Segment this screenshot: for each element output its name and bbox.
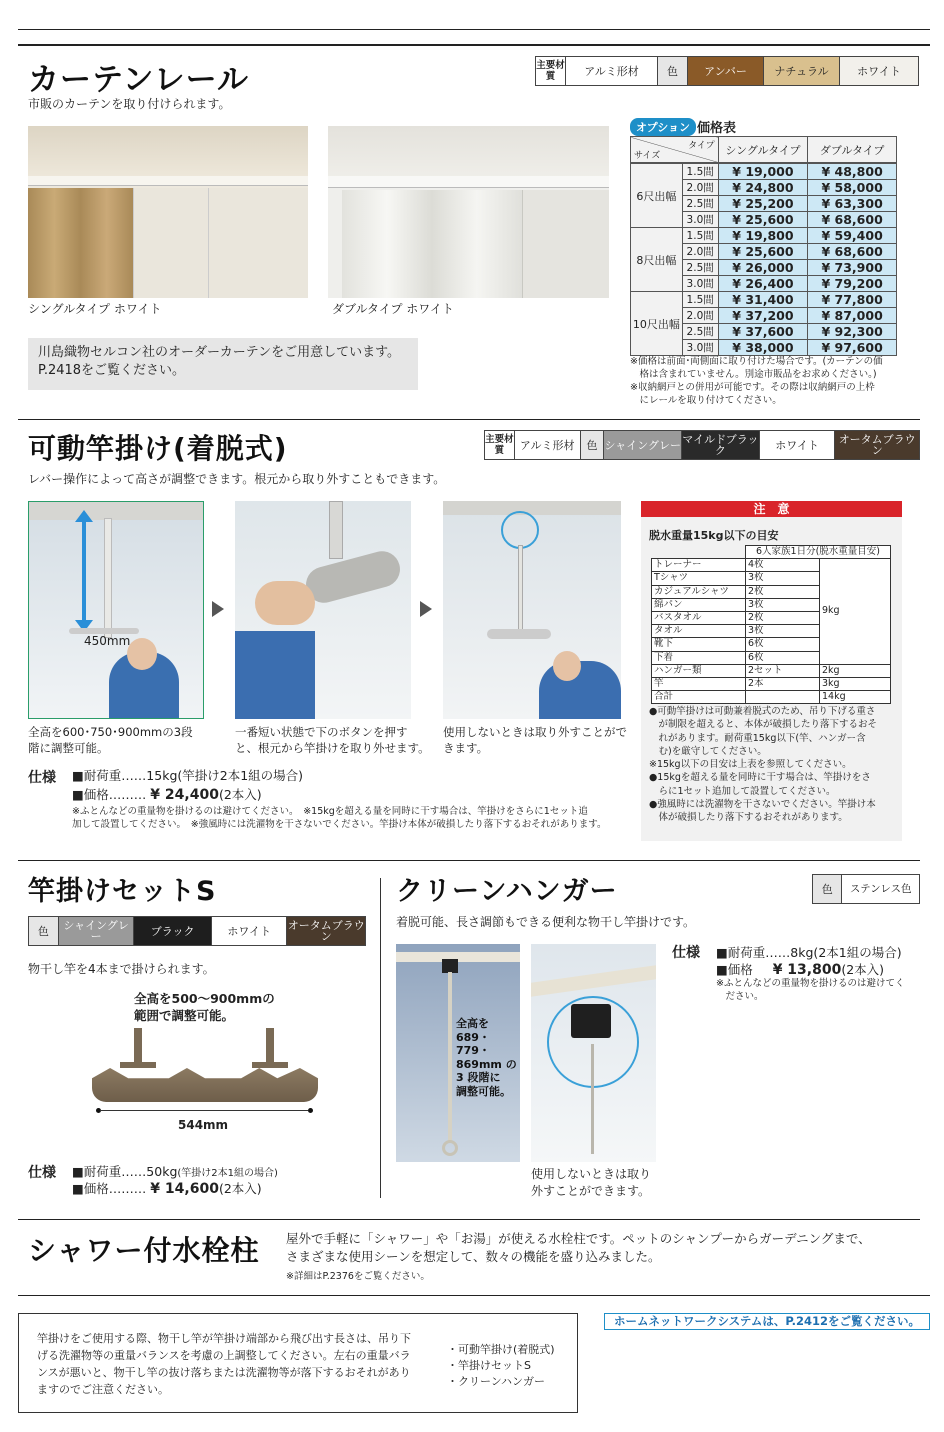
caution-header: 注 意: [641, 501, 902, 517]
desc-line: 屋外で手軽に「シャワー」や「お湯」が使える水栓柱です。ペットのシャンプーからガーデニングまで、: [286, 1231, 871, 1246]
hanger-spec-label: 仕様: [672, 945, 700, 961]
caution-row: [652, 664, 891, 677]
caution-table: [651, 545, 891, 704]
note-line: 格は含まれていません。別途市販品をお求めください。): [630, 369, 877, 380]
color-label: 色: [581, 431, 605, 459]
item-qty: 4枚: [746, 559, 820, 572]
single-price: ¥ 19,800: [718, 228, 808, 244]
item-name: 竿: [652, 677, 746, 690]
double-price: ¥ 58,000: [808, 180, 897, 196]
section-rule: [18, 419, 920, 420]
footer-box: [18, 1313, 578, 1413]
shower-title: シャワー付水栓柱: [28, 1234, 260, 1267]
footer-item: ・可動竿掛け(着脱式): [447, 1343, 555, 1356]
span-cell: 3.0間: [682, 276, 718, 292]
overlay-line: 779・: [456, 1044, 490, 1057]
single-price: ¥ 24,800: [718, 180, 808, 196]
color-white: ホワイト: [840, 57, 918, 85]
caption-line: きます。: [443, 741, 489, 755]
pole-caption-2: [235, 724, 430, 756]
color-mild-black: マイルドブラック: [682, 433, 759, 457]
item-name: トレーナー: [652, 559, 746, 572]
overlay-line: 869mm の: [456, 1057, 517, 1071]
item-name: 下着: [652, 651, 746, 664]
size-label: サイズ: [634, 151, 661, 161]
price-value: ¥ 24,400: [150, 787, 219, 803]
color-label: 色: [813, 875, 842, 903]
column-divider: [380, 878, 381, 1198]
color-white: ホワイト: [212, 917, 288, 945]
color-autumn-brown: オータムブラウン: [835, 431, 919, 459]
hanger-photo-2: [531, 944, 656, 1162]
double-price: ¥ 79,200: [808, 276, 897, 292]
note-line: む)を厳守してください。: [649, 745, 767, 757]
footer-line: 竿掛けをご使用する際、物干し竿が竿掛け端部から飛び出す長さは、吊り下: [37, 1332, 411, 1345]
price-value: ¥ 13,800: [772, 962, 842, 978]
double-price: ¥ 63,300: [808, 196, 897, 212]
note-line: ●15kgを超える量を同時に干す場合は、竿掛けをさ: [649, 772, 871, 784]
item-name: バスタオル: [652, 611, 746, 624]
pole-title: 可動竿掛け(着脱式): [28, 432, 288, 465]
caption-line: 階に調整可能。: [28, 741, 109, 755]
col-double: ダブルタイプ: [808, 137, 897, 163]
note-line: にレールを取り付けてください。: [630, 395, 782, 406]
rail-photo-single: [28, 126, 308, 298]
note-line: ●強風時には洗濯物を干さないでください。竿掛け本: [649, 799, 876, 811]
price-table: [630, 136, 897, 356]
group-weight: 9kg: [820, 559, 891, 665]
item-weight: 3kg: [820, 677, 891, 690]
double-price: ¥ 92,300: [808, 324, 897, 340]
caption-line: 外すことができます。: [531, 1184, 651, 1198]
span-cell: 2.0間: [682, 244, 718, 260]
col-single: シングルタイプ: [718, 137, 808, 163]
price-label: ■価格………: [72, 1181, 147, 1196]
double-price: ¥ 77,800: [808, 292, 897, 308]
pole-photo-2: [235, 501, 411, 719]
section-rule: [18, 44, 930, 46]
size-group: 10尺出幅: [631, 292, 683, 356]
size-group: 8尺出幅: [631, 228, 683, 292]
range-line: 範囲で調整可能。: [134, 1008, 235, 1023]
caution-notes: [649, 705, 901, 825]
note-line: ※15kg以下の目安は上表を参照してください。: [649, 759, 852, 771]
price-row: [631, 292, 897, 308]
price-title: 価格表: [697, 121, 737, 136]
pole-photo-3: [443, 501, 621, 719]
rail-material-bar: [535, 56, 919, 86]
footer-item: ・竿掛けセットS: [447, 1359, 531, 1372]
single-price: ¥ 26,400: [718, 276, 808, 292]
footer-line: げる洗濯物等の重量バランスを考慮の上調整してください。左右の重量バラ: [37, 1349, 411, 1362]
single-price: ¥ 37,600: [718, 324, 808, 340]
hanger-overlay: [456, 1017, 517, 1098]
pole-spec-load: ■耐荷重……15kg(竿掛け2本1組の場合): [72, 768, 304, 783]
rail-title: カーテンレール: [28, 62, 250, 98]
pole-spec-note: [72, 805, 632, 831]
rail-notes: [630, 355, 920, 407]
price-row: [631, 164, 897, 180]
step-arrow: [212, 601, 224, 617]
rail-photo2-caption: ダブルタイプ ホワイト: [332, 302, 454, 316]
type-label: タイプ: [688, 141, 715, 151]
sets-spec-price: [72, 1179, 262, 1197]
item-qty: 2本: [746, 677, 820, 690]
note-line: れがあります。耐荷重15kg以下(竿、ハンガー含: [649, 732, 866, 744]
single-price: ¥ 25,600: [718, 212, 808, 228]
item-qty: 3枚: [746, 598, 820, 611]
caption-line: 一番短い状態で下のボタンを押す: [235, 725, 408, 739]
note-line: P.2418をご覧ください。: [38, 363, 186, 378]
double-price: ¥ 48,800: [808, 164, 897, 180]
note-line: ※ふとんなどの重量物を掛けるのは避けてく: [716, 978, 905, 989]
load-text: ■耐荷重……50kg: [72, 1164, 178, 1179]
hanger-caption: [531, 1166, 651, 1200]
item-name: 靴下: [652, 638, 746, 651]
sets-desc: 物干し竿を4本まで掛けられます。: [28, 962, 215, 976]
item-name: Tシャツ: [652, 572, 746, 585]
sets-range: [134, 990, 275, 1024]
caution-row: [652, 559, 891, 572]
footer-line: ますのでご注意ください。: [37, 1383, 169, 1396]
item-qty: 6枚: [746, 651, 820, 664]
item-qty: 2枚: [746, 585, 820, 598]
span-cell: 1.5間: [682, 292, 718, 308]
sets-drawing: [80, 1028, 330, 1118]
section-rule: [18, 1219, 920, 1220]
span-cell: 2.5間: [682, 196, 718, 212]
step-arrow: [420, 601, 432, 617]
hanger-color-bar: [812, 874, 920, 904]
note-line: ※価格は前面･両側面に取り付けた場合です。(カーテンの価: [630, 356, 883, 367]
material-value: アルミ形材: [566, 57, 658, 85]
single-price: ¥ 25,600: [718, 244, 808, 260]
network-link[interactable]: ホームネットワークシステムは、P.2412をご覧ください。: [604, 1313, 930, 1330]
caution-table-head: 6人家族1日分(脱水重量目安): [746, 546, 891, 559]
single-price: ¥ 26,000: [718, 260, 808, 276]
price-label: ■価格: [716, 962, 753, 977]
note-line: らに1セット追加して設置してください。: [649, 785, 836, 797]
overlay-line: 全高を: [456, 1017, 489, 1030]
item-qty: 6枚: [746, 638, 820, 651]
footer-item: ・クリーンハンガー: [447, 1375, 546, 1388]
color-label: 色: [29, 917, 59, 945]
color-autumn-brown: オータムブラウン: [287, 919, 365, 943]
color-shine-gray: シャイングレー: [604, 431, 682, 459]
range-line: 全高を500〜900mmの: [134, 991, 275, 1006]
bottom-rule: [18, 1295, 930, 1296]
footer-line: ンスが悪いと、物干し竿の抜け落ちまたは洗濯物等が落下するおそれがあり: [37, 1366, 411, 1379]
material-label: 主要材質: [485, 431, 515, 459]
caption-line: と、根元から竿掛けを取り外せます。: [235, 741, 430, 755]
size-group: 6尺出幅: [631, 164, 683, 228]
shower-desc: [286, 1230, 871, 1266]
span-cell: 2.0間: [682, 180, 718, 196]
span-cell: 2.0間: [682, 308, 718, 324]
caption-line: 使用しないときは取り外すことがで: [443, 725, 627, 739]
material-label: 主要材質: [536, 57, 566, 85]
hanger-spec-price: [716, 960, 884, 978]
item-qty: 2セット: [746, 664, 820, 677]
color-stainless: ステンレス色: [849, 882, 912, 895]
material-value: アルミ形材: [515, 431, 581, 459]
rail-photo-double: [328, 126, 609, 298]
note-line: ださい。: [716, 991, 764, 1002]
price-unit: (2本入): [218, 787, 262, 802]
note-line: 加して設置してください。 ※強風時には洗濯物を干さないでください。竿掛け本体が破損したり落下するおそれがあります。: [72, 819, 607, 830]
caution-box: [641, 501, 902, 841]
double-price: ¥ 73,900: [808, 260, 897, 276]
note-line: 体が破損したり落下するおそれがあります。: [649, 812, 848, 824]
rail-desc: 市販のカーテンを取り付けられます。: [28, 97, 231, 111]
sets-title: 竿掛けセットS: [28, 876, 217, 907]
note-line: ※ふとんなどの重量物を掛けるのは避けてください。 ※15kgを超える量を同時に干す場合は、竿掛けをさらに1セット追: [72, 806, 588, 817]
color-amber: アンバー: [688, 57, 764, 85]
pole-caption-3: [443, 724, 627, 756]
double-price: ¥ 87,000: [808, 308, 897, 324]
color-black: ブラック: [134, 917, 212, 945]
rail-note-box: [28, 338, 418, 390]
section-rule: [18, 860, 920, 861]
pole-material-bar: [484, 430, 920, 460]
caution-row: [652, 677, 891, 690]
top-rule: [18, 29, 930, 30]
pole-desc: レバー操作によって高さが調整できます。根元から取り外すこともできます。: [28, 472, 446, 486]
caution-row: [652, 691, 891, 704]
price-unit: (2本入): [841, 962, 885, 977]
double-price: ¥ 68,600: [808, 212, 897, 228]
double-price: ¥ 68,600: [808, 244, 897, 260]
load-note: (竿掛け2本1組の場合): [177, 1168, 278, 1179]
color-label: 色: [658, 57, 688, 85]
price-label: ■価格………: [72, 787, 147, 802]
note-line: 川島織物セルコン社のオーダーカーテンをご用意しています。: [38, 345, 401, 360]
pole-photo-1: [28, 501, 204, 719]
single-price: ¥ 19,000: [718, 164, 808, 180]
item-qty: 3枚: [746, 572, 820, 585]
overlay-line: 3 段階に: [456, 1071, 501, 1084]
hanger-note: [716, 977, 926, 1003]
color-white: ホワイト: [760, 431, 836, 459]
sets-spec-load: [72, 1162, 278, 1180]
single-price: ¥ 31,400: [718, 292, 808, 308]
sets-color-bar: [28, 916, 366, 946]
span-cell: 3.0間: [682, 212, 718, 228]
color-natural: ナチュラル: [764, 57, 840, 85]
hanger-desc: 着脱可能、長さ調節もできる便利な物干し竿掛けです。: [396, 915, 696, 929]
item-name: 合計: [652, 691, 746, 704]
overlay-line: 689・: [456, 1030, 490, 1044]
item-qty: 2枚: [746, 611, 820, 624]
caption-line: 全高を600･750･900mmの3段: [28, 725, 193, 739]
desc-line: さまざまな使用シーンを想定して、数々の機能を盛り込みました。: [286, 1249, 661, 1264]
note-line: ※収納網戸との併用が可能です。その際は収納網戸の上枠: [630, 382, 875, 393]
caption-line: 使用しないときは取り: [531, 1167, 652, 1181]
sets-spec-label: 仕様: [28, 1165, 56, 1181]
item-name: 綿パン: [652, 598, 746, 611]
span-cell: 2.5間: [682, 260, 718, 276]
span-cell: 1.5間: [682, 228, 718, 244]
caution-sub: 脱水重量15kg以下の目安: [649, 529, 779, 542]
hanger-title: クリーンハンガー: [396, 876, 618, 907]
span-cell: 3.0間: [682, 340, 718, 356]
span-cell: 1.5間: [682, 164, 718, 180]
single-price: ¥ 37,200: [718, 308, 808, 324]
span-cell: 2.5間: [682, 324, 718, 340]
pole-dim: 450mm: [84, 634, 131, 648]
overlay-line: 調整可能。: [456, 1084, 511, 1098]
shower-note: ※詳細はP.2376をご覧ください。: [286, 1271, 430, 1282]
item-name: カジュアルシャツ: [652, 585, 746, 598]
item-qty: 3枚: [746, 625, 820, 638]
note-line: が制限を超えると、本体が破損したり落下するおそ: [649, 719, 878, 731]
price-unit: (2本入): [218, 1181, 262, 1196]
note-line: ●可動竿掛けは可動兼着脱式のため、吊り下げる重さ: [649, 706, 876, 717]
sets-dim: 544mm: [178, 1118, 229, 1132]
item-weight: 2kg: [820, 664, 891, 677]
color-shine-gray: シャイングレー: [59, 917, 135, 945]
item-qty: [746, 691, 820, 704]
item-name: ハンガー類: [652, 664, 746, 677]
hanger-spec-load: ■耐荷重……8kg(2本1組の場合): [716, 945, 902, 960]
option-badge: オプション: [630, 118, 696, 136]
item-weight: 14kg: [820, 691, 891, 704]
price-row: [631, 228, 897, 244]
rail-photo1-caption: シングルタイプ ホワイト: [28, 302, 162, 316]
item-name: タオル: [652, 625, 746, 638]
double-price: ¥ 59,400: [808, 228, 897, 244]
single-price: ¥ 38,000: [718, 340, 808, 356]
pole-spec-price: [72, 785, 262, 803]
price-value: ¥ 14,600: [150, 1181, 219, 1197]
pole-caption-1: [28, 724, 193, 756]
pole-spec-label: 仕様: [28, 770, 56, 786]
single-price: ¥ 25,200: [718, 196, 808, 212]
table-corner: [631, 137, 719, 163]
double-price: ¥ 97,600: [808, 340, 897, 356]
